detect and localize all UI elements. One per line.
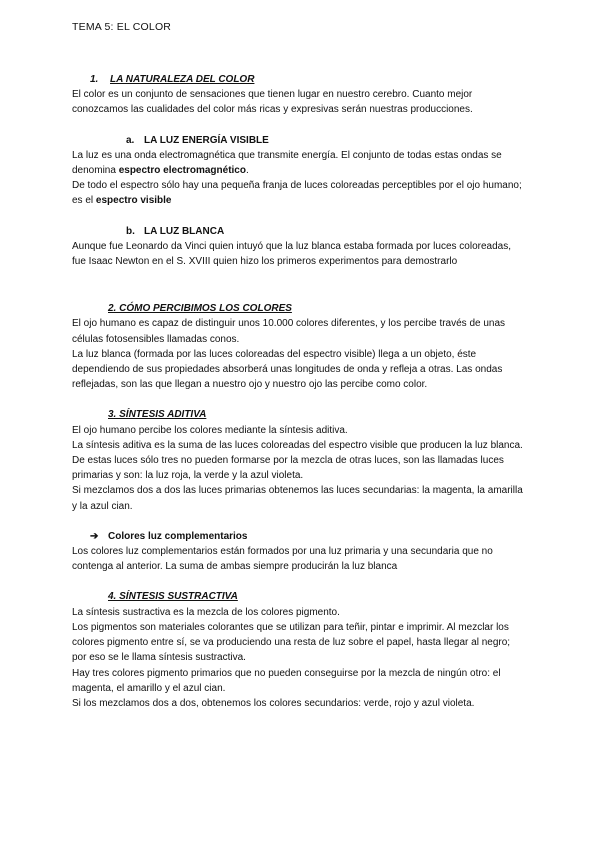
arrow-right-icon: ➔ (90, 530, 99, 542)
bold-term: espectro electromagnético (118, 165, 246, 177)
subsection-a-letter: a. (126, 134, 135, 146)
subsection-b-letter: b. (126, 225, 135, 237)
section-3-paragraph-3: Si mezclamos dos a dos las luces primarias obtenemos las luces secundarias: la magenta, la amarilla y la azul cian. (72, 485, 523, 512)
section-4-heading: 4. SÍNTESIS SUSTRACTIVA (108, 591, 238, 603)
bold-term: espectro visible (95, 195, 172, 207)
section-4-paragraph-1: La síntesis sustractiva es la mezcla de los colores pigmento. (72, 606, 340, 618)
subsection-b-title: LA LUZ BLANCA (144, 225, 225, 237)
subsection-b-paragraph: Aunque fue Leonardo da Vinci quien intuyó que la luz blanca estaba formada por luces coloreadas, fue Isaac Newton en el S. XVIII quien hizo los primeros experimentos para demostrarlo (72, 240, 512, 268)
section-4-paragraph-3: Hay tres colores pigmento primarios que no pueden conseguirse por la mezcla de ningún otro: el magenta, el amarillo y el azul cian. (72, 667, 501, 694)
subsection-a-paragraph-2 (72, 178, 527, 208)
section-1-title: LA NATURALEZA DEL COLOR (110, 74, 255, 85)
page-header: TEMA 5: EL COLOR (72, 21, 172, 33)
section-4-paragraph-4: Si los mezclamos dos a dos, obtenemos los colores secundarios: verde, rojo y azul violeta. (72, 697, 475, 709)
subsection-a-paragraph-1 (72, 148, 527, 178)
section-1-intro: El color es un conjunto de sensaciones que tienen lugar en nuestro cerebro. Cuanto mejor conozcamos las cualidades del color más ricas y expresivas serán nuestras producciones. (72, 89, 473, 116)
document-body (72, 72, 527, 711)
section-1-number: 1. (90, 74, 99, 85)
section-1-heading (72, 72, 527, 87)
text-span: De todo el espectro sólo hay una pequeña franja de luces coloreadas perceptibles por el ojo humano; es el (72, 180, 522, 207)
subsection-a-heading (72, 133, 527, 148)
section-2-heading: 2. CÓMO PERCIBIMOS LOS COLORES (108, 303, 292, 315)
section-2-paragraph-1: El ojo humano es capaz de distinguir unos 10.000 colores diferentes, y los percibe través de unas células fotosensibles llamadas conos. (72, 318, 506, 345)
subsection-b-heading (72, 224, 527, 239)
complementary-paragraph: Los colores luz complementarios están formados por una luz primaria y una secundaria que no contenga al anterior. La suma de ambas siempre producirán la luz blanca (72, 546, 493, 573)
section-3-paragraph-1: El ojo humano percibe los colores mediante la síntesis aditiva. (72, 424, 348, 436)
complementary-title: Colores luz complementarios (108, 530, 248, 542)
complementary-heading (72, 529, 527, 544)
section-3-paragraph-2: La síntesis aditiva es la suma de las luces coloreadas del espectro visible que producen la luz blanca. De estas luces sólo tres no pueden formarse por la mezcla de otras luces, son las llamadas luces primarias y son: la luz roja, la verde y la azul violeta. (72, 439, 523, 482)
text-span: La luz es una onda electromagnética que transmite energía. El conjunto de todas estas ondas se denomina (72, 149, 502, 177)
section-4-paragraph-2: Los pigmentos son materiales colorantes que se utilizan para teñir, pintar e imprimir. Al mezclar los colores pigmento entre sí, se va produciendo una resta de luz sobre el papel, hasta llegar al negro; por eso se le llama síntesis sustractiva. (72, 621, 511, 664)
section-3-heading: 3. SÍNTESIS ADITIVA (108, 409, 207, 421)
text-span: . (245, 165, 249, 177)
subsection-a-title: LA LUZ ENERGÍA VISIBLE (144, 134, 269, 146)
section-2-paragraph-2: La luz blanca (formada por las luces coloreadas del espectro visible) llega a un objeto, éste dependiendo de sus propiedades absorberá unas longitudes de onda y refleja a otras. Las ondas reflejadas, son las que llegan a nuestro ojo y nuestro ojo las percibe como color. (72, 348, 503, 391)
